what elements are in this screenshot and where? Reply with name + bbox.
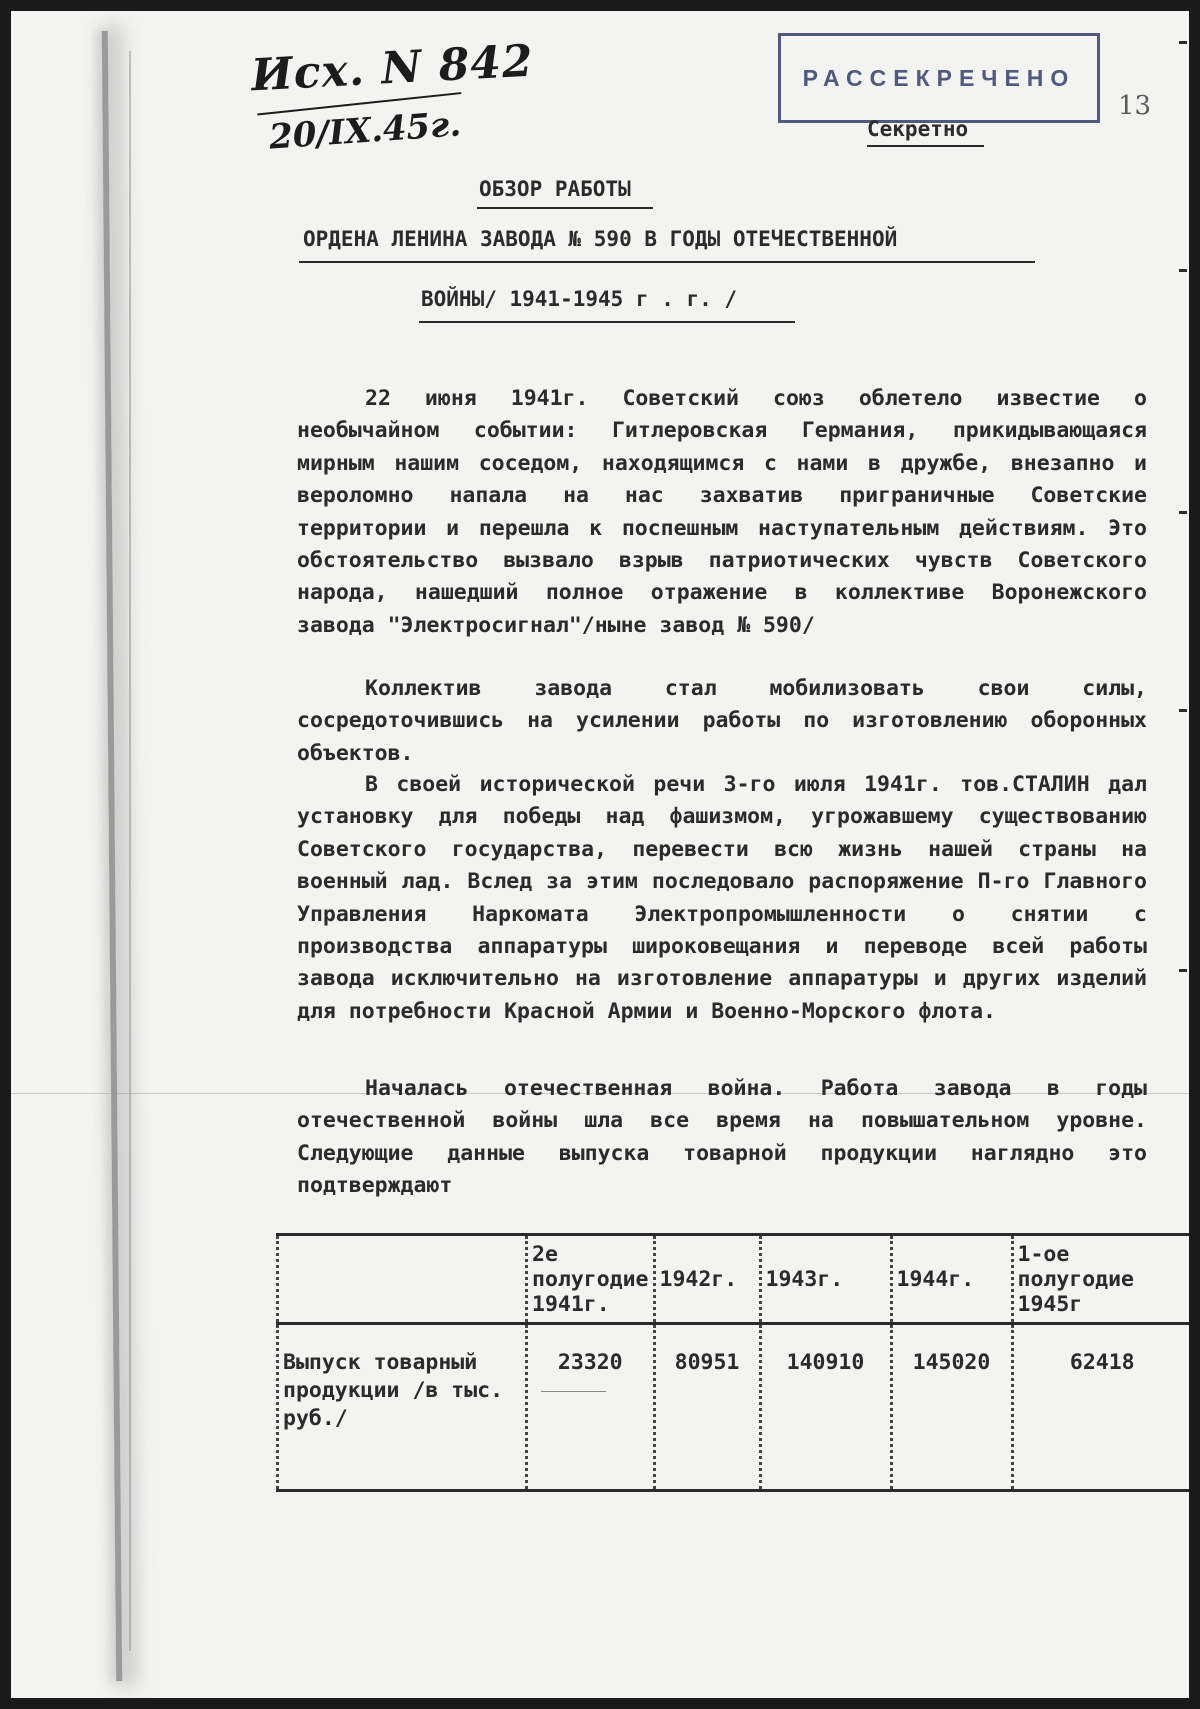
title-underline-2 bbox=[299, 261, 1035, 263]
document-page bbox=[11, 11, 1189, 1698]
table-cell: 23320 bbox=[527, 1324, 655, 1491]
scan-shadow-secondary bbox=[129, 51, 131, 1651]
title-underline-3 bbox=[419, 321, 795, 323]
handwritten-ref-number bbox=[250, 36, 535, 102]
table-header-cell: 1-ое полугодие 1945г bbox=[1012, 1235, 1189, 1324]
title-line-2: ОРДЕНА ЛЕНИНА ЗАВОДА № 590 В ГОДЫ ОТЕЧЕСТВЕННОЙ bbox=[303, 227, 898, 251]
classification-underline bbox=[867, 145, 984, 147]
production-table bbox=[276, 1233, 1189, 1492]
scan-shadow bbox=[102, 31, 122, 1681]
table-row bbox=[278, 1324, 1190, 1491]
table-header-cell: 1944г. bbox=[891, 1235, 1012, 1324]
paragraph-4: Началась отечественная война. Работа завода в годы отечественной войны шла все время на повышательном уровне. Следующие данные выпуска товарной продукции наглядно это подтверждают bbox=[297, 1076, 1147, 1199]
paragraph-1: 22 июня 1941г. Советский союз облетело известие о необычайном событии: Гитлеровская Германия, прикидывающаяся мирным нашим соседом, находящимся с нами в дружбе, внезапно и вероломно напала на нас захватив приграничные Советские территории и перешла к поспешным наступательным действиям. Это обстоятельство вызвало взрыв патриотических чувств Советского народа, нашедший полное отражение в коллективе Воронежского завода "Электросигнал"/ныне завод № 590/ bbox=[297, 386, 1147, 638]
table-cell: 145020 bbox=[891, 1324, 1012, 1491]
table-header-row bbox=[278, 1235, 1190, 1324]
title-line-1: ОБЗОР РАБОТЫ bbox=[479, 177, 631, 201]
margin-number: 13 bbox=[1118, 91, 1152, 121]
edge-mark bbox=[1179, 511, 1187, 514]
table-cell: 140910 bbox=[760, 1324, 891, 1491]
declassified-stamp: РАССЕКРЕЧЕНО bbox=[778, 33, 1100, 123]
edge-mark bbox=[1179, 709, 1187, 712]
table-header-cell bbox=[278, 1235, 527, 1324]
table-header-cell: 1942г. bbox=[654, 1235, 760, 1324]
classification-text: Секретно bbox=[867, 117, 969, 141]
edge-mark bbox=[1179, 969, 1187, 972]
classification-label bbox=[867, 117, 984, 147]
title-underline-1 bbox=[477, 207, 653, 209]
table-header-cell: 2е полугодие 1941г. bbox=[527, 1235, 655, 1324]
table-row-label: Выпуск товарный продукции /в тыс. руб./ bbox=[278, 1324, 527, 1491]
table-cell: 62418 bbox=[1012, 1324, 1189, 1491]
table-cell: 80951 bbox=[654, 1324, 760, 1491]
pencil-underline bbox=[541, 1391, 606, 1392]
table-header-cell: 1943г. bbox=[760, 1235, 891, 1324]
paragraph-2: Коллектив завода стал мобилизовать свои силы, сосредоточившись на усилении работы по изготовлению оборонных объектов. bbox=[297, 676, 1147, 766]
edge-mark bbox=[1179, 41, 1187, 44]
handwritten-date: 20/IX.45г. bbox=[267, 104, 463, 158]
title-line-3: ВОЙНЫ/ 1941-1945 г . г. / bbox=[421, 287, 738, 311]
ref-number-text: Исх. N 842 bbox=[249, 35, 535, 102]
paragraph-3: В своей исторической речи 3-го июля 1941г. тов.СТАЛИН дал установку для победы над фашизмом, угрожавшему существованию Советского государства, перевести всю жизнь нашей страны на военный лад. Вслед за этим последовало распоряжение П-го Главного Управления Наркомата Электропромышленности о снятии с производства аппаратуры широковещания и переводе всей работы завода исключительно на изготовление аппаратуры и других изделий для потребности Красной Армии и Военно-Морского флота. bbox=[297, 772, 1147, 1024]
edge-mark bbox=[1179, 269, 1187, 272]
